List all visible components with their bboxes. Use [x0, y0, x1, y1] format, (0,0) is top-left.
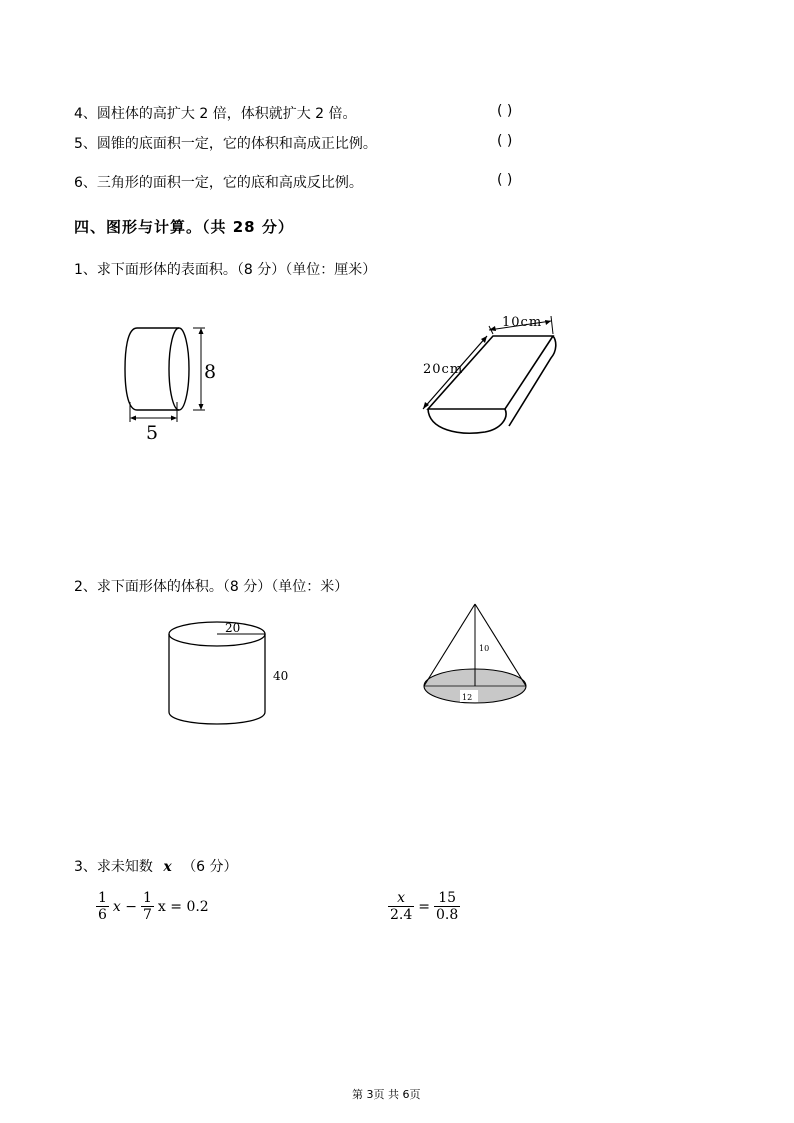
half-cylinder-length-label: 20cm — [423, 362, 464, 377]
eq2-fraction-2-denominator: 0.8 — [436, 907, 459, 923]
question-1-text: 1、求下面形体的表面积。（8 分）（单位：厘米） — [74, 262, 377, 278]
judgment-6-answer-parens[interactable]: ( ) — [497, 172, 513, 188]
cone-diameter-label: 12 — [462, 693, 473, 702]
eq2-fraction-1-denominator: 2.4 — [390, 907, 413, 923]
page-footer: 第 3页 共 6页 — [352, 1088, 421, 1101]
judgment-4-answer-parens[interactable]: ( ) — [497, 103, 513, 119]
judgment-4-text: 4、圆柱体的高扩大 2 倍，体积就扩大 2 倍。 — [74, 106, 357, 122]
cylinder-height-label: 8 — [204, 361, 217, 383]
upright-cylinder-radius-label: 20 — [225, 621, 241, 635]
section-4-title: 四、图形与计算。（共 28 分） — [74, 218, 294, 236]
eq1-middle: x − — [112, 898, 137, 915]
question-3-prefix: 3、求未知数 — [74, 859, 153, 875]
figure-cone — [420, 600, 532, 712]
figure-upright-cylinder — [165, 618, 300, 730]
eq1-tail: x = 0.2 — [157, 898, 209, 915]
eq1-fraction-1-numerator: 1 — [98, 890, 107, 906]
eq2-equals: = — [418, 898, 430, 915]
judgment-5-text: 5、圆锥的底面积一定，它的体积和高成正比例。 — [74, 136, 377, 152]
question-3-text — [74, 856, 238, 876]
eq2-fraction-1-numerator: x — [397, 890, 406, 906]
question-2-text: 2、求下面形体的体积。（8 分）（单位：米） — [74, 579, 349, 595]
figure-half-cylinder — [405, 306, 575, 446]
figure-horizontal-cylinder — [115, 322, 225, 444]
eq1-fraction-1-denominator: 6 — [98, 907, 107, 923]
judgment-5-answer-parens[interactable]: ( ) — [497, 133, 513, 149]
question-3-variable: x — [163, 859, 172, 875]
equation-2 — [388, 890, 460, 923]
cone-height-label: 10 — [479, 644, 490, 653]
eq1-fraction-2-denominator: 7 — [143, 907, 152, 923]
equation-1 — [96, 890, 209, 923]
question-3-suffix: （6 分） — [182, 859, 238, 875]
cylinder-length-label: 5 — [146, 422, 159, 444]
eq2-fraction-2-numerator: 15 — [438, 890, 457, 906]
judgment-6-text: 6、三角形的面积一定，它的底和高成反比例。 — [74, 175, 363, 191]
upright-cylinder-height-label: 40 — [273, 669, 289, 683]
half-cylinder-width-label: 10cm — [502, 315, 543, 330]
eq1-fraction-2-numerator: 1 — [143, 890, 152, 906]
